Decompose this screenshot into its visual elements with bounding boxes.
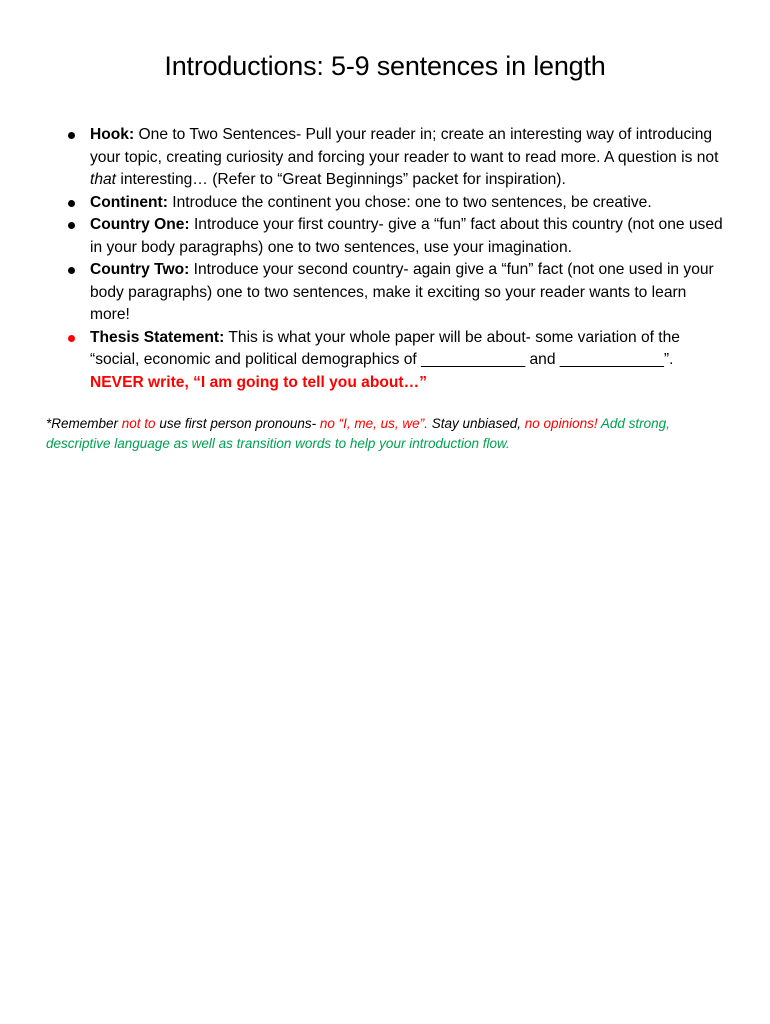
item-label: Country Two: [90, 261, 190, 278]
reminder-note [46, 414, 726, 453]
list-item-continent [68, 192, 728, 215]
note-text: *Remember [46, 416, 122, 431]
bullet-icon [68, 335, 75, 342]
note-highlight: not to [121, 416, 156, 431]
item-text: Introduce your second country- again give a “fun” fact (not one used in your body paragraphs) one to two sentences, make it exciting so your reader wants to learn more! [90, 261, 714, 323]
note-highlight: no opinions! [524, 416, 598, 431]
item-text-continued: interesting… (Refer to “Great Beginnings” packet for inspiration). [116, 171, 566, 188]
item-text: Introduce your first country- give a “fun” fact about this country (not one used in your body paragraphs) one to two sentences, use your imagination. [90, 216, 723, 256]
item-label: Thesis Statement: [90, 328, 225, 346]
note-text: use first person pronouns- [155, 416, 320, 431]
bullet-icon [68, 200, 75, 207]
note-tip: Add strong, descriptive language as well as transition words to help your introduction flow. [46, 416, 670, 451]
item-text: One to Two Sentences- Pull your reader in; create an interesting way of introducing your topic, creating curiosity and forcing your reader to want to read more. A question is not [90, 126, 719, 166]
warning-text: NEVER write, “I am going to tell you about…” [90, 373, 428, 391]
bullet-icon [68, 132, 75, 139]
bullet-icon [68, 222, 75, 229]
list-item-hook [68, 124, 728, 192]
item-text: Introduce the continent you chose: one to two sentences, be creative. [167, 193, 652, 211]
bullet-icon [68, 267, 75, 274]
item-label: Continent: [90, 193, 168, 211]
guideline-list [68, 124, 728, 394]
item-emphasis: that [90, 171, 117, 188]
note-text: Stay unbiased, [427, 416, 525, 431]
note-highlight: no “I, me, us, we”. [319, 416, 428, 431]
list-item-country-one [68, 214, 728, 259]
item-label: Hook: [90, 126, 135, 143]
item-label: Country One: [90, 216, 190, 233]
list-item-country-two [68, 259, 728, 327]
item-text: This is what your whole paper will be about- some variation of the “social, economic and political demographics of ____________ and ____________”. [90, 328, 680, 368]
list-item-thesis [68, 327, 728, 395]
page-title: Introductions: 5-9 sentences in length [164, 51, 606, 81]
